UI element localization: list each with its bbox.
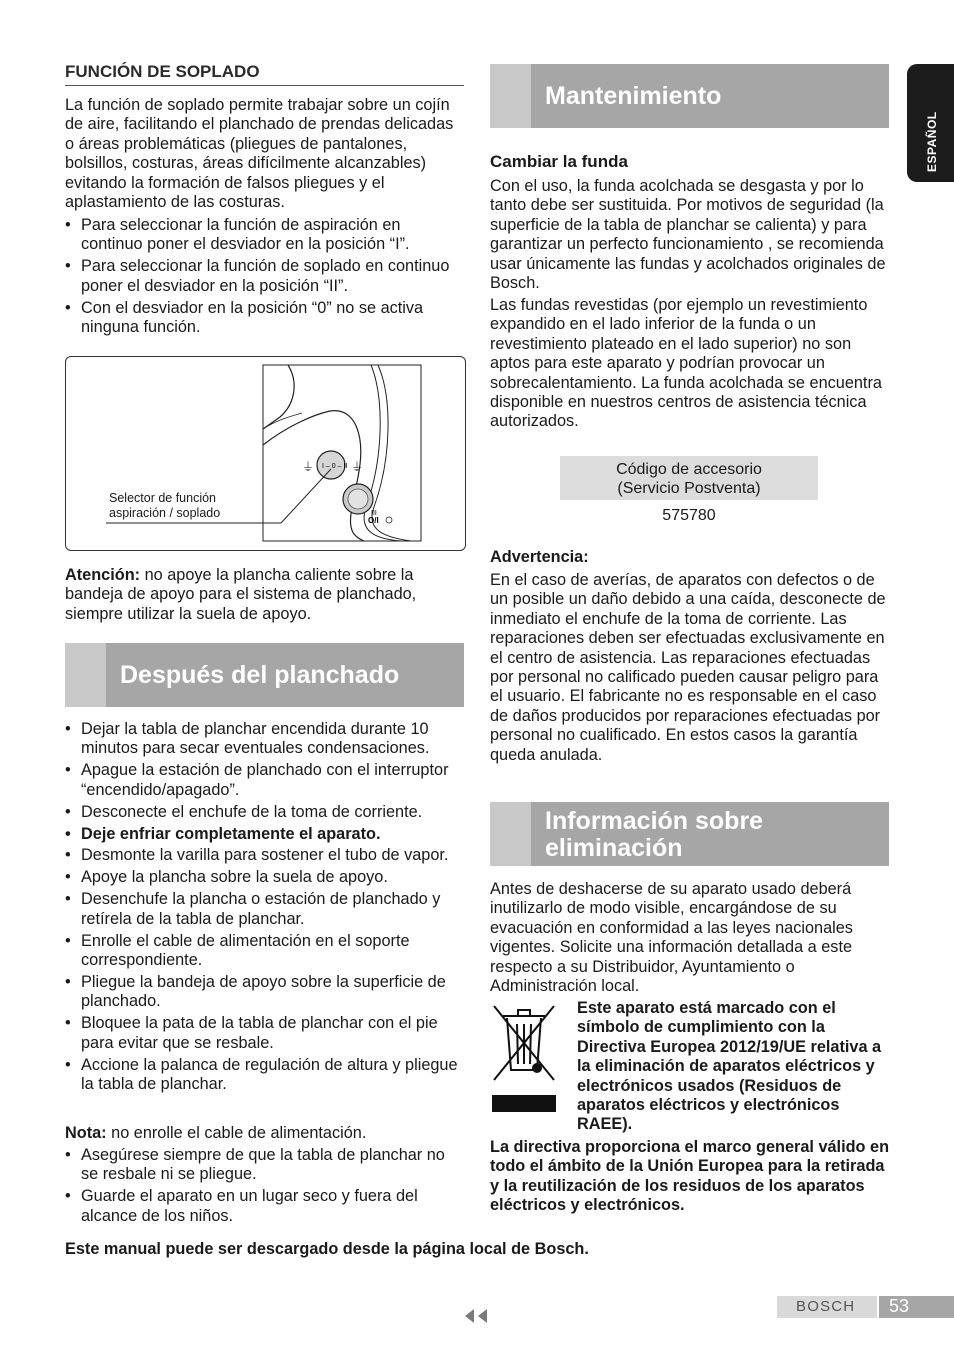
blow-section-title <box>65 62 464 86</box>
list-item: • Asegúrese siempre de que la tabla de planchar no se resbale ni se pliegue. <box>65 1146 465 1185</box>
svg-text:I – 0 – II: I – 0 – II <box>322 463 348 470</box>
disposal-title-line1: Información sobre <box>545 807 764 835</box>
list-item: • Deje enfriar completamente el aparato. <box>65 825 465 844</box>
warning-text: En el caso de averías, de aparatos con defectos o de un posible un daño debido a una caída, desconecte de inmediato el enchufe de la toma de corriente. Las reparaciones deben ser efectuadas exclusivamente en el centro de asistencia. Las reparaciones efectuadas por personal no calificado pueden causar peligro para el usuario. El fabricante no es responsable en el caso de daños producidos por reparaciones efectuadas por personal no cualificado. En estos casos la garantía queda anulada. <box>490 571 886 764</box>
page-number-box <box>879 1296 954 1318</box>
weee-text: Este aparato está marcado con el símbolo de cumplimiento con la Directiva Europea 2012/19/UE relativa a la eliminación de aparatos eléctricos y electrónicos usados (Residuos de aparatos eléctricos y electrónicos RAEE). <box>577 999 882 1134</box>
note-text: no enrolle el cable de alimentación. <box>106 1124 367 1142</box>
appliance-drawing <box>66 357 465 550</box>
svg-text:⏚: ⏚ <box>302 460 315 474</box>
brand-label-box <box>777 1296 877 1318</box>
cover-paragraph-2: Las fundas revestidas (por ejemplo un revestimiento expandido en el lado inferior de la funda o un revestimiento plateado en el lado superior) no son aptos para este aparato y podrían provocar un sobrecalentamiento. La funda acolchada se encuentra disponible en nuestros centros de asistencia técnica autorizados. <box>490 296 882 431</box>
figure-label-line2: aspiración / soplado <box>109 505 221 520</box>
accessory-label-2: (Servicio Postventa) <box>617 480 761 497</box>
after-bullet-list-2 <box>65 1146 465 1229</box>
list-item: • Desenchufe la plancha o estación de planchado y retírela de la tabla de planchar. <box>65 890 465 929</box>
crossed-bin-icon <box>490 1002 558 1114</box>
banner-square <box>65 643 106 707</box>
after-bullet-list <box>65 720 465 1097</box>
cover-title: Cambiar la funda <box>490 152 628 171</box>
accessory-label-1: Código de accesorio <box>616 461 762 478</box>
attention-text: no apoye la plancha caliente sobre la bandeja de apoyo para el sistema de planchado, siempre utilizar la suela de apoyo. <box>65 566 417 623</box>
note-label: Nota: <box>65 1124 107 1142</box>
svg-text:O/I: O/I <box>368 516 379 525</box>
cover-paragraph-1: Con el uso, la funda acolchada se desgasta y por lo tanto debe ser sustituida. Por motivos de seguridad (la superficie de la tabla de planchar se calienta) y para garantizar un perfecto funcionamiento , se recomienda usar únicamente las fundas y acolchados originales de Bosch. <box>490 177 886 293</box>
figure-callout <box>109 491 220 520</box>
language-tab-label: ESPAÑOL <box>925 111 939 172</box>
attention-paragraph <box>65 566 460 624</box>
disposal-title <box>545 808 763 862</box>
disposal-text: Antes de deshacerse de su aparato usado deberá inutilizarlo de modo visible, encargándose de su evacuación en conformidad a las leyes nacionales vigentes. Solicite una información detallada a este respecto a su Distribuidor, Ayuntamiento o Administración local. <box>490 880 853 996</box>
brand-label: BOSCH <box>796 1298 856 1315</box>
disposal-title-line2: eliminación <box>545 834 683 862</box>
attention-label: Atención: <box>65 566 141 584</box>
download-note: Este manual puede ser descargado desde la página local de Bosch. <box>65 1240 589 1258</box>
svg-text:⏚: ⏚ <box>351 460 364 474</box>
banner-square <box>490 802 531 866</box>
maintenance-title: Mantenimiento <box>545 82 722 110</box>
after-ironing-banner <box>65 643 464 707</box>
disposal-banner <box>490 802 889 866</box>
warning-title: Advertencia: <box>490 548 589 566</box>
accessory-code-box <box>560 456 818 500</box>
banner-square <box>490 64 531 128</box>
directive-text: La directiva proporciona el marco general válido en todo el ámbito de la Unión Europea para la retirada y la reutilización de los residuos de los aparatos eléctricos y electrónicos. <box>490 1138 890 1215</box>
after-ironing-title: Después del planchado <box>120 661 400 689</box>
blow-title-text: FUNCIÓN DE SOPLADO <box>65 62 260 81</box>
blow-intro: La función de soplado permite trabajar sobre un cojín de aire, facilitando el planchado de prendas delicadas o áreas problemáticas (pliegues de pantalones, bolsillos, costuras, áreas difícilmente alcanzables) evitando la formación de falsos pliegues y el aplastamiento de las costuras. <box>65 96 454 212</box>
svg-text:III: III <box>371 510 377 517</box>
list-item: • Enrolle el cable de alimentación en el soporte correspondiente. <box>65 932 465 971</box>
list-item: • Para seleccionar la función de aspiración en continuo poner el desviador en la posición “I”. <box>65 216 465 255</box>
note-paragraph <box>65 1124 465 1143</box>
list-item: • Desconecte el enchufe de la toma de corriente. <box>65 803 465 822</box>
list-item: • Accione la palanca de regulación de altura y pliegue la tabla de planchar. <box>65 1056 465 1095</box>
nav-arrows-icon[interactable] <box>463 1309 493 1323</box>
maintenance-banner <box>490 64 889 128</box>
accessory-code: 575780 <box>662 507 716 524</box>
blow-bullet-list <box>65 216 465 340</box>
list-item: • Desmonte la varilla para sostener el tubo de vapor. <box>65 846 465 865</box>
page-number: 53 <box>889 1296 910 1316</box>
list-item: • Bloquee la pata de la tabla de planchar con el pie para evitar que se resbale. <box>65 1014 465 1053</box>
list-item: • Apoye la plancha sobre la suela de apoyo. <box>65 868 465 887</box>
list-item: • Dejar la tabla de planchar encendida durante 10 minutos para secar eventuales condensaciones. <box>65 720 465 759</box>
figure-label-line1: Selector de función <box>109 491 217 505</box>
list-item: • Guarde el aparato en un lugar seco y fuera del alcance de los niños. <box>65 1187 465 1226</box>
selector-figure <box>65 356 466 551</box>
list-item: • Con el desviador en la posición “0” no se activa ninguna función. <box>65 299 465 338</box>
language-tab <box>907 64 954 182</box>
list-item: • Apague la estación de planchado con el interruptor “encendido/apagado”. <box>65 761 465 800</box>
list-item: • Pliegue la bandeja de apoyo sobre la superficie de planchado. <box>65 973 465 1012</box>
list-item: • Para seleccionar la función de soplado en continuo poner el desviador en la posición “II”. <box>65 257 465 296</box>
